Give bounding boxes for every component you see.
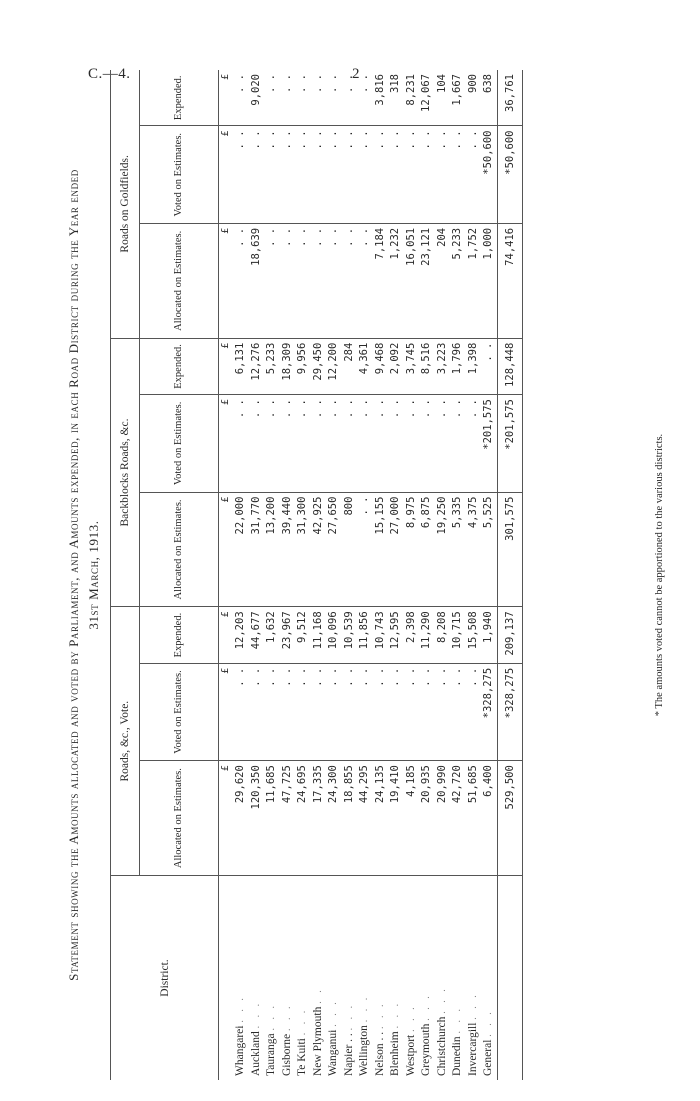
- total-cell: 209,137: [497, 607, 522, 663]
- value-cell: . .: [280, 663, 296, 760]
- value-cell: . .: [249, 126, 265, 223]
- value-cell: 17,335: [311, 761, 327, 876]
- value-cell: 3,745: [404, 338, 420, 394]
- leader-dots: . . .: [436, 986, 448, 1014]
- value-cell: 6,131: [233, 338, 249, 394]
- value-cell: 2,398: [404, 607, 420, 663]
- value-cell: 11,856: [357, 607, 373, 663]
- value-cell: . .: [264, 663, 280, 760]
- district-name: Auckland: [249, 1031, 262, 1076]
- table-body: [219, 70, 523, 1080]
- value-cell: 8,975: [404, 492, 420, 607]
- total-cell: 529,500: [497, 761, 522, 876]
- value-cell: 19,250: [435, 492, 451, 607]
- district-cell: [450, 876, 466, 1081]
- district-cell: [481, 876, 497, 1081]
- value-cell: 318: [388, 70, 404, 126]
- value-cell: 20,990: [435, 761, 451, 876]
- value-cell: 31,770: [249, 492, 265, 607]
- value-cell: . .: [264, 223, 280, 338]
- district-cell: [311, 876, 327, 1081]
- currency-row: [219, 70, 234, 1080]
- currency-symbol: £: [219, 395, 234, 492]
- value-cell: 31,300: [295, 492, 311, 607]
- value-cell: . .: [249, 395, 265, 492]
- table-row: [311, 70, 327, 1080]
- leader-dots: . .: [312, 987, 324, 1004]
- currency-symbol: £: [219, 338, 234, 394]
- currency-symbol: £: [219, 126, 234, 223]
- value-cell: *50,600: [481, 126, 497, 223]
- allocation-table: [110, 70, 523, 1080]
- value-cell: 12,067: [419, 70, 435, 126]
- district-cell: [435, 876, 451, 1081]
- value-cell: . .: [388, 663, 404, 760]
- value-cell: 1,752: [466, 223, 482, 338]
- value-cell: 44,677: [249, 607, 265, 663]
- subheader-expended: Expended.: [140, 70, 219, 126]
- total-cell: *201,575: [497, 395, 522, 492]
- value-cell: 1,796: [450, 338, 466, 394]
- value-cell: . .: [419, 663, 435, 760]
- value-cell: 24,695: [295, 761, 311, 876]
- currency-symbol: £: [219, 663, 234, 760]
- value-cell: . .: [326, 126, 342, 223]
- value-cell: . .: [357, 663, 373, 760]
- leader-dots: . . .: [266, 1003, 277, 1031]
- subheader-voted: Voted on Estimates.: [140, 663, 219, 760]
- subheader-allocated: Allocated on Estimates.: [140, 761, 219, 876]
- leader-dots: . . .: [452, 1006, 463, 1034]
- value-cell: 16,051: [404, 223, 420, 338]
- currency-symbol: £: [219, 223, 234, 338]
- total-cell: *50,600: [497, 126, 522, 223]
- value-cell: 18,309: [280, 338, 296, 394]
- district-name: General: [482, 1039, 494, 1076]
- statement-title: Statement showing the Amounts allocated and voted by Parliament, and Amounts expended, in each Road District during the Year ended: [66, 169, 81, 981]
- group-header-backblocks: Backblocks Roads, &c.: [111, 338, 140, 607]
- leader-dots: . . .: [483, 1009, 494, 1037]
- leader-dots: . . .: [359, 994, 370, 1023]
- value-cell: 23,121: [419, 223, 435, 338]
- value-cell: 42,720: [450, 761, 466, 876]
- district-name: New Plymouth: [311, 1006, 324, 1076]
- value-cell: . .: [388, 126, 404, 223]
- value-cell: 3,223: [435, 338, 451, 394]
- leader-dots: . . .: [343, 1002, 355, 1031]
- value-cell: 11,290: [419, 607, 435, 663]
- table-row: [466, 70, 482, 1080]
- value-cell: . .: [357, 223, 373, 338]
- value-cell: . .: [450, 663, 466, 760]
- value-cell: 42,925: [311, 492, 327, 607]
- value-cell: . .: [466, 126, 482, 223]
- value-cell: 11,168: [311, 607, 327, 663]
- group-header-roads-vote: Roads, &c., Vote.: [111, 607, 140, 876]
- value-cell: . .: [342, 663, 358, 760]
- leader-dots: . . .: [467, 992, 479, 1020]
- value-cell: 8,208: [435, 607, 451, 663]
- subheader-expended: Expended.: [140, 607, 219, 663]
- value-cell: . .: [233, 223, 249, 338]
- currency-symbol: £: [219, 607, 234, 663]
- value-cell: 4,361: [357, 338, 373, 394]
- value-cell: 47,725: [280, 761, 296, 876]
- table-row: [326, 70, 342, 1080]
- leader-dots: . . .: [250, 1000, 262, 1029]
- value-cell: . .: [450, 126, 466, 223]
- value-cell: 27,000: [388, 492, 404, 607]
- leader-dots: . . .: [235, 995, 246, 1023]
- value-cell: 10,743: [373, 607, 389, 663]
- leader-dots: . . .: [281, 1003, 293, 1031]
- district-name: Dunedin: [451, 1036, 463, 1076]
- district-name: Blenheim: [389, 1031, 401, 1076]
- district-cell: [357, 876, 373, 1081]
- subheader-allocated: Allocated on Estimates.: [140, 223, 219, 338]
- value-cell: . .: [326, 223, 342, 338]
- value-cell: 1,632: [264, 607, 280, 663]
- value-cell: 12,203: [233, 607, 249, 663]
- value-cell: 29,620: [233, 761, 249, 876]
- value-cell: 4,185: [404, 761, 420, 876]
- value-cell: 104: [435, 70, 451, 126]
- table-row: [404, 70, 420, 1080]
- value-cell: 27,650: [326, 492, 342, 607]
- total-cell: 74,416: [497, 223, 522, 338]
- value-cell: *201,575: [481, 395, 497, 492]
- value-cell: 10,715: [450, 607, 466, 663]
- value-cell: . .: [373, 663, 389, 760]
- value-cell: . .: [357, 70, 373, 126]
- district-cell: [419, 876, 435, 1081]
- table-row: [264, 70, 280, 1080]
- value-cell: 24,300: [326, 761, 342, 876]
- leader-dots: . . .: [297, 1007, 308, 1036]
- subheader-expended: Expended.: [140, 338, 219, 394]
- table-row: [450, 70, 466, 1080]
- value-cell: 3,816: [373, 70, 389, 126]
- value-cell: . .: [311, 126, 327, 223]
- total-cell: 36,761: [497, 70, 522, 126]
- value-cell: . .: [249, 663, 265, 760]
- table-row: [280, 70, 296, 1080]
- totals-label: [497, 876, 522, 1081]
- value-cell: 120,350: [249, 761, 265, 876]
- table-row: [342, 70, 358, 1080]
- district-cell: [233, 876, 249, 1081]
- value-cell: . .: [233, 395, 249, 492]
- district-cell: [388, 876, 404, 1081]
- table-row: [481, 70, 497, 1080]
- value-cell: . .: [404, 395, 420, 492]
- subheader-allocated: Allocated on Estimates.: [140, 492, 219, 607]
- district-name: Wanganui: [327, 1029, 339, 1076]
- table-row: [435, 70, 451, 1080]
- value-cell: . .: [466, 663, 482, 760]
- subheader-voted: Voted on Estimates.: [140, 126, 219, 223]
- value-cell: . .: [280, 126, 296, 223]
- total-cell: 128,448: [497, 338, 522, 394]
- value-cell: . .: [233, 70, 249, 126]
- district-cell: [280, 876, 296, 1081]
- value-cell: . .: [311, 663, 327, 760]
- value-cell: . .: [450, 395, 466, 492]
- value-cell: 6,875: [419, 492, 435, 607]
- value-cell: *328,275: [481, 663, 497, 760]
- value-cell: 9,956: [295, 338, 311, 394]
- total-cell: 301,575: [497, 492, 522, 607]
- leader-dots: . . .: [328, 999, 339, 1027]
- table-row: [295, 70, 311, 1080]
- subheader-voted: Voted on Estimates.: [140, 395, 219, 492]
- value-cell: . .: [295, 126, 311, 223]
- value-cell: . .: [388, 395, 404, 492]
- district-cell: [326, 876, 342, 1081]
- value-cell: . .: [404, 126, 420, 223]
- value-cell: . .: [280, 395, 296, 492]
- totals-row: [497, 70, 522, 1080]
- value-cell: . .: [373, 395, 389, 492]
- value-cell: 1,940: [481, 607, 497, 663]
- currency-symbol: £: [219, 761, 234, 876]
- district-name: Greymouth: [420, 1023, 432, 1076]
- district-cell: [342, 876, 358, 1081]
- district-name: Te Kuiti: [296, 1038, 308, 1076]
- footnote: * The amounts voted cannot be apportioned to the various districts.: [654, 433, 665, 717]
- value-cell: 5,233: [450, 223, 466, 338]
- value-cell: 15,508: [466, 607, 482, 663]
- leader-dots: . . .: [390, 1000, 401, 1029]
- group-header-row: [111, 70, 140, 1080]
- value-cell: . .: [342, 223, 358, 338]
- value-cell: 800: [342, 492, 358, 607]
- value-cell: . .: [280, 223, 296, 338]
- table-row: [388, 70, 404, 1080]
- value-cell: 10,539: [342, 607, 358, 663]
- district-cell: [249, 876, 265, 1081]
- value-cell: . .: [326, 395, 342, 492]
- value-cell: 9,020: [249, 70, 265, 126]
- district-cell: [264, 876, 280, 1081]
- table-row: [419, 70, 435, 1080]
- value-cell: . .: [419, 395, 435, 492]
- currency-row-label: [219, 876, 234, 1081]
- leader-dots: . . .: [421, 993, 432, 1021]
- value-cell: 19,410: [388, 761, 404, 876]
- value-cell: 39,440: [280, 492, 296, 607]
- leader-dots: . . .: [374, 1001, 386, 1030]
- value-cell: 18,639: [249, 223, 265, 338]
- value-cell: 10,096: [326, 607, 342, 663]
- district-name: Christchurch: [435, 1016, 448, 1076]
- value-cell: . .: [435, 663, 451, 760]
- value-cell: . .: [357, 395, 373, 492]
- value-cell: . .: [264, 70, 280, 126]
- value-cell: . .: [435, 126, 451, 223]
- district-name: Whangarei: [234, 1025, 246, 1076]
- value-cell: 51,685: [466, 761, 482, 876]
- value-cell: 5,233: [264, 338, 280, 394]
- value-cell: 12,595: [388, 607, 404, 663]
- value-cell: 1,000: [481, 223, 497, 338]
- value-cell: 12,276: [249, 338, 265, 394]
- value-cell: . .: [280, 70, 296, 126]
- statement-title-date: 31st March, 1913.: [86, 520, 101, 630]
- group-header-goldfields: Roads on Goldfields.: [111, 70, 140, 338]
- value-cell: . .: [295, 663, 311, 760]
- value-cell: . .: [404, 663, 420, 760]
- district-cell: [373, 876, 389, 1081]
- value-cell: 4,375: [466, 492, 482, 607]
- value-cell: 6,400: [481, 761, 497, 876]
- value-cell: 29,450: [311, 338, 327, 394]
- district-name: Gisborne: [280, 1033, 293, 1076]
- value-cell: . .: [311, 70, 327, 126]
- page-number: 2: [352, 66, 360, 82]
- value-cell: 13,200: [264, 492, 280, 607]
- value-cell: . .: [326, 70, 342, 126]
- value-cell: 1,232: [388, 223, 404, 338]
- district-cell: [404, 876, 420, 1081]
- value-cell: 20,935: [419, 761, 435, 876]
- value-cell: 22,000: [233, 492, 249, 607]
- table-row: [357, 70, 373, 1080]
- value-cell: 284: [342, 338, 358, 394]
- value-cell: . .: [419, 126, 435, 223]
- table-row: [373, 70, 389, 1080]
- district-name: Tauranga: [265, 1033, 277, 1076]
- district-cell: [466, 876, 482, 1081]
- value-cell: . .: [466, 395, 482, 492]
- district-header: District.: [111, 876, 219, 1081]
- table-row: [233, 70, 249, 1080]
- district-name: Wellington: [358, 1025, 370, 1076]
- value-cell: . .: [295, 395, 311, 492]
- value-cell: 1,667: [450, 70, 466, 126]
- value-cell: . .: [311, 223, 327, 338]
- value-cell: 5,335: [450, 492, 466, 607]
- value-cell: . .: [357, 492, 373, 607]
- currency-symbol: £: [219, 70, 234, 126]
- value-cell: . .: [342, 70, 358, 126]
- value-cell: 24,135: [373, 761, 389, 876]
- value-cell: . .: [311, 395, 327, 492]
- district-name: Westport: [404, 1034, 417, 1076]
- value-cell: 11,685: [264, 761, 280, 876]
- value-cell: . .: [295, 223, 311, 338]
- value-cell: 9,512: [295, 607, 311, 663]
- value-cell: 23,967: [280, 607, 296, 663]
- value-cell: . .: [342, 395, 358, 492]
- leader-dots: . . .: [405, 1004, 417, 1032]
- value-cell: . .: [295, 70, 311, 126]
- value-cell: 18,855: [342, 761, 358, 876]
- value-cell: 8,231: [404, 70, 420, 126]
- district-name: Napier . .: [342, 1033, 355, 1076]
- value-cell: . .: [264, 126, 280, 223]
- value-cell: . .: [326, 663, 342, 760]
- value-cell: 9,468: [373, 338, 389, 394]
- currency-symbol: £: [219, 492, 234, 607]
- rotated-statement: [52, 70, 692, 1080]
- district-name: Invercargill: [466, 1022, 479, 1076]
- district-name: Nelson . .: [373, 1031, 386, 1076]
- value-cell: 8,516: [419, 338, 435, 394]
- value-cell: . .: [233, 126, 249, 223]
- value-cell: 15,155: [373, 492, 389, 607]
- value-cell: . .: [435, 395, 451, 492]
- table-row: [249, 70, 265, 1080]
- value-cell: 12,200: [326, 338, 342, 394]
- value-cell: 5,525: [481, 492, 497, 607]
- value-cell: 900: [466, 70, 482, 126]
- value-cell: . .: [264, 395, 280, 492]
- value-cell: . .: [357, 126, 373, 223]
- value-cell: 44,295: [357, 761, 373, 876]
- total-cell: *328,275: [497, 663, 522, 760]
- district-cell: [295, 876, 311, 1081]
- value-cell: . .: [233, 663, 249, 760]
- value-cell: 638: [481, 70, 497, 126]
- value-cell: . .: [481, 338, 497, 394]
- value-cell: . .: [342, 126, 358, 223]
- value-cell: 2,092: [388, 338, 404, 394]
- value-cell: 204: [435, 223, 451, 338]
- value-cell: 7,184: [373, 223, 389, 338]
- page-reference: C.—4.: [88, 66, 131, 82]
- value-cell: . .: [373, 126, 389, 223]
- value-cell: 1,398: [466, 338, 482, 394]
